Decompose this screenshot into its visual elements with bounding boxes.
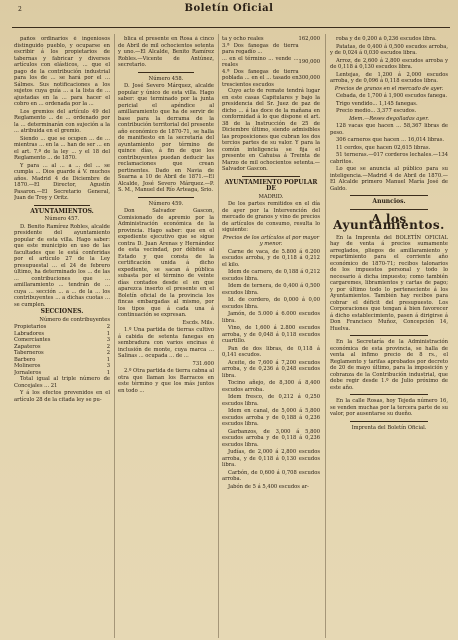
page-header — [0, 0, 458, 30]
section-count: 2 — [106, 324, 110, 330]
imprint: Imprenta del Boletín Oficial. — [351, 424, 427, 431]
notice-number: Número 459. — [148, 200, 184, 207]
grain-title: Precios de granos en el mercado de ayer. — [334, 85, 444, 92]
section-rule — [138, 197, 194, 198]
section-count: 1 — [106, 330, 110, 337]
price-item: Arroz, de 2,600 á 2,800 escudos arroba y de 0,118 á 0,130 escudos libra. — [330, 57, 448, 70]
section-rule — [138, 72, 194, 73]
column-2 — [118, 36, 214, 636]
column-divider — [325, 34, 326, 638]
grain-item: Precio medio... 3,377 escudos. — [336, 108, 417, 114]
section-name: Zapateros — [14, 343, 41, 350]
section-rule — [34, 205, 90, 206]
section-rule — [350, 335, 428, 336]
price-item: Jamón, de 5.000 á 6.000 escudos libra. — [222, 311, 320, 324]
paragraph: Los gremios del artículo 49 del Reglamento ... de ... ordenado por la ... determinarán con sujeción a la ... atribuida en el gremio. — [14, 108, 110, 134]
property-line: 3.ª Dos fanegas de tierra para regadío ... — [222, 42, 299, 55]
section-rule — [350, 209, 428, 210]
paragraph: paños ordinarios é ingeniosos distinguido pueblo, y ocuparse en escribir á los propietarios de tabernas y fabricar y diversos artículos con elásticos, ... que el pago de la contribución industrial para los de ... se hará por el ... Sálmes. Sus notificaciones a los sujetos cuya guía ... a la lista de ... ajustadas en la ... para hacer el cobro en ... ordenada por la ... — [14, 36, 110, 107]
section-name: Molineros — [14, 363, 41, 369]
page-number: 2 — [18, 6, 22, 13]
section-name: Comerciantes — [14, 337, 51, 343]
price-item: Carne de vaca, de 5.800 á 6.200 escudos arroba, y de 0,118 á 0,212 el kilo. — [222, 248, 320, 268]
paragraph: Siendo ... que se ocupen ... de ... mientras ... en la ... han de ser ... en el art. 7.º de la ley ... y el 18 del Reglamento ... de 1870. — [14, 135, 110, 161]
property-item: 1.º Una partida de tierras cultivo á cabida de setenta fanegas en sembradura con varios encinas é inclusión de monte, cuya marca ... Salinas ... ocupada ... de ... — [118, 327, 214, 359]
grain-item: Cebada, de 1,700 á 1,900 escudos fanega. — [336, 93, 448, 99]
section-count: 1 — [106, 369, 110, 376]
grain-item: Trigo vendido... 1,145 fanegas. — [336, 100, 418, 107]
total-line: Total igual al triple número de Concejales ... 21 — [14, 376, 110, 389]
paragraph: Cuyo acto de remate tendrá lugar en este casas Capitulares y bajo la presidencia del Sr. Juez de paz de dicho ... á las doce de la mañana en conformidad á lo que dispone el art. 38 de la Instrucción de 25 de Diciembre último, siendo admisibles las proposiciones que cubran los dos tercios partes de su valor. Y para la común inteligencia se fija el presente en Cahuisa á Treinta de Marzo de mil ochocientos setenta.—Salvador Gascon. — [222, 88, 320, 172]
column-divider — [114, 34, 115, 638]
ad-text: En la calle Rosas, hoy Tejeda número 16, se venden muchas por la tercera parte de su valor, por ausentarse su dueño. — [330, 398, 448, 417]
sections-title: SECCIONES. — [40, 308, 84, 315]
section-count: 1 — [106, 356, 110, 363]
section-count: 2 — [106, 350, 110, 356]
section-name: Propietarios — [14, 324, 47, 330]
paragraph: blica el presente en Rosa á cinco de Abril de mil ochocientos setenta y uno.—El Alcalde, Benito Ramírez Robles.—Vicente de Antúnez, secretario. — [118, 36, 214, 68]
paragraph: Y á los efectos prevenidos en el artículo 28 de la citada ley se pu- — [14, 390, 110, 403]
ad-text: En la Secretaría de la Administración económica de esta provincia, se halla de venta al infimo precio de 8 rs., el Reglamento y tarifas aprobados por decreto de 20 de mayo último, para la imposición y cobranza de la Contribución industrial, que debe regir desde 1.º de Julio próximo de este año. — [330, 339, 448, 391]
price-item: Idem en canal, de 5,000 á 5,800 escudos arroba y de 0,188 á 0,236 escudos libra. — [222, 408, 320, 427]
property-value: 300,000 — [298, 75, 320, 81]
price-item: Judías, de 2,000 á 2,800 escudos arroba, y de 0,118 á 0,130 escudos libra. — [222, 449, 320, 468]
sections-table — [14, 324, 110, 376]
header-rule — [12, 27, 450, 28]
price-item: Garbanzos, de 3,000 á 5,800 escudos arroba y de 0,118 á 0,236 escudos libra. — [222, 428, 320, 448]
sections-header: Número de contribuyentes — [39, 316, 110, 323]
price-item: Id. de cordero, de 0,000 á 0,00 escudos libra. — [222, 297, 320, 310]
section-count: 3 — [106, 337, 110, 343]
section-count: 3 — [106, 363, 110, 369]
cattle-item: 51 terneras.—017 corderos lechales.—134 cabritos. — [330, 152, 448, 165]
notice-number: Número 457. — [44, 216, 80, 222]
property-value — [299, 43, 320, 56]
section-rule — [350, 421, 428, 422]
table-header: Escds. Mils. — [182, 319, 214, 326]
column-1 — [14, 36, 110, 636]
column-4 — [330, 36, 448, 636]
paragraph: Y para ... al ... a ... del ... se cumpla ... Dios guarde á V. muchos años. Madrid 4 de Diciembre de 1870.—El Director, Agustín Pasaron.—El Secretario General, Juan de Troy y Oritz. — [14, 162, 110, 201]
property-value: 190,000 — [298, 58, 320, 65]
prices-title: Precios de los artículos al por mayor y menor. — [222, 234, 320, 247]
section-rule — [242, 176, 300, 177]
section-name: Jornaleros — [14, 369, 42, 376]
price-item: Lentejas, de 1,200 á 2,000 escudos arroba, y de 0,096 á 0,118 escudos libra. — [330, 71, 448, 84]
paragraph: De los partes remitidos en el día de ayer por la Intervención del mercado de granos y vino de precios de artículos de consumo, resulta lo siguiente: — [222, 201, 320, 233]
cattle-item: 128 vacas que hacen ... 58,367 libras de peso. — [330, 123, 448, 136]
ad-text: En la Imprenta del BOLETÍN OFICIAL hay de venta á precios sumamente arreglados, pliegos de amillaramiento y repartimiento para el corriente año económico de 1870-71; recibos talonarios de los impuestos personal y todo lo necesario á dicha impuesto; como también cargaremes, libramientos y cartas de pago; y por último todo lo perteneciente á los Ayuntamientos. También hay recibos para cobrar el déficit del presupuesto. Los Corporaciones que tengan á bien favorecer á dicho establecimiento, pasen á dirigirse á Don Francisco Muñoz, Concepción 14, Huelva. — [330, 234, 448, 332]
property-value: 162,000 — [298, 36, 320, 42]
price-item: Patatas, de 0,400 á 0,500 escudos arroba, y de 0,024 á 0,030 escudos libra. — [330, 43, 448, 56]
property-item: 2.º Otra partida de tierra cabna al otra que llaman los Barracos en este término y que los más juntos en todo ... — [118, 368, 214, 394]
section-title-ayuntamientos: AYUNTAMIENTOS. — [30, 207, 94, 215]
section-name: Labradores — [14, 330, 45, 337]
paragraph: D. Benito Ramírez Robles, alcalde presidente del ayuntamiento popular de esta villa. Hago saber: que este municipio en uso de las facultades que le está conferidas por el artículo 27 de la Ley presupuestal ... el 24 de febrero último, ha determinado los ... de las ... contribuciones que ... amillaramiento ... tendrán de ... cuya ... sección ... a ... de la ... los contribuyentes ... a dichas cuotas ... se cumplen. — [14, 223, 110, 308]
section-name: Taberneros — [14, 350, 44, 356]
notice-number: Número 458. — [148, 75, 184, 82]
property-value: 731.600 — [192, 360, 214, 367]
paragraph: D. José Severo Márquez, alcalde popular y único de esta villa. Hago saber: que terminado por la junta pericial el apéndice al amillaramiento que ha de servir de base para la derrama de la contribución territorial del presente año económico de 1870-71, se halla de manifiesto en la secretaría del ayuntamiento por término de quince días, á fin de que los contribuyentes puedan deducir las reclamaciones que crean pertinentes. Dado en Navia de Suarna a 10 de Abril de 1871.—El Alcalde, José Severo Márquez.—P. S. M., Manuel del Río Arteaga, Srio. — [118, 83, 214, 193]
column-3 — [222, 36, 320, 636]
cattle-title: Idem.—Reses degolladas ayer. — [349, 115, 429, 122]
property-line: ta y ocho reales — [222, 36, 264, 42]
cattle-item: 11 cerdos, que hacen 02,615 libras. — [336, 144, 431, 151]
price-item: Tocino añejo, de 8,300 á 8,400 escudos arroba. — [222, 380, 320, 393]
property-values-table — [222, 36, 320, 88]
ad-headline: A los Ayuntamientos. — [333, 211, 445, 232]
section-name: Barbero — [14, 356, 36, 363]
price-item: Vino, de 1,600 á 2.800 escudos arroba, y de 0,048 á 0,118 escudos cuartillo. — [222, 325, 320, 344]
newspaper-title: Boletín Oficial — [184, 3, 274, 14]
section-rule — [350, 195, 428, 196]
section-rule — [350, 394, 428, 395]
anuncios-title: Anuncios. — [372, 198, 406, 205]
table-row — [222, 56, 320, 69]
paragraph: Don Salvador Gascon, Comisionado de apremio por la Administración económica de la provincia. Hago saber: que en el expediente ejecutivo que se sigue contra D. Juan Arenas y Hernández de esta vecindad, por débitos al Estado y que consta de la certificación unida á dicho expediente, se sacan á pública subasta por el término de veinte días contados desde el en que aparezca inserto el presente en el Boletín oficial de la provincia los fincas embargadas al mismo, por los tipos que á cada una á continuación se expresan. — [118, 208, 214, 318]
price-item: Jabón de 5 á 5,400 escudos ar- — [228, 483, 309, 490]
property-line: 4.ª Dos fanegas de tierra poblada ... en el ... tasado en trescientos escudos — [222, 68, 299, 88]
cattle-item: 306 carneros que hacen ... 16,014 libras. — [336, 137, 445, 143]
price-item: Aceite, de 7,600 á 7,200 escudos arroba, y de 0,236 á 0,248 escudos libra. — [222, 359, 320, 379]
price-item: Idem de ternera, de 0,400 á 0,500 escudos libra. — [222, 283, 320, 296]
column-divider — [218, 34, 219, 638]
price-item: Pan de dos libras, de 0,118 á 0,141 escudos. — [222, 345, 320, 358]
table-row — [222, 43, 320, 56]
property-line: ... en el término ... vende ... reales — [222, 55, 299, 68]
price-item: Idem fresco, de 0,212 á 0,250 escudos libra. — [222, 394, 320, 407]
price-item: Carbón, de 0,600 á 0,708 escudos arroba. — [222, 469, 320, 482]
price-item: Idem de carnero, de 0,188 á 0,212 escudos libra. — [222, 269, 320, 282]
price-item: roba y de 0,200 á 0,236 escudos libra. — [336, 36, 437, 42]
cattle-item: Lo que se anuncia al público para su inteligencia.—Madrid 4 de Abril de 1870.—El Alcalde primero Manuel María José de Galdo. — [330, 166, 448, 192]
section-subtitle: MADRID. — [258, 193, 284, 200]
section-title-ayuntamiento: AYUNTAMIENTO POPULAR DE — [224, 178, 318, 192]
table-row — [222, 69, 320, 89]
section-count: 2 — [106, 343, 110, 350]
